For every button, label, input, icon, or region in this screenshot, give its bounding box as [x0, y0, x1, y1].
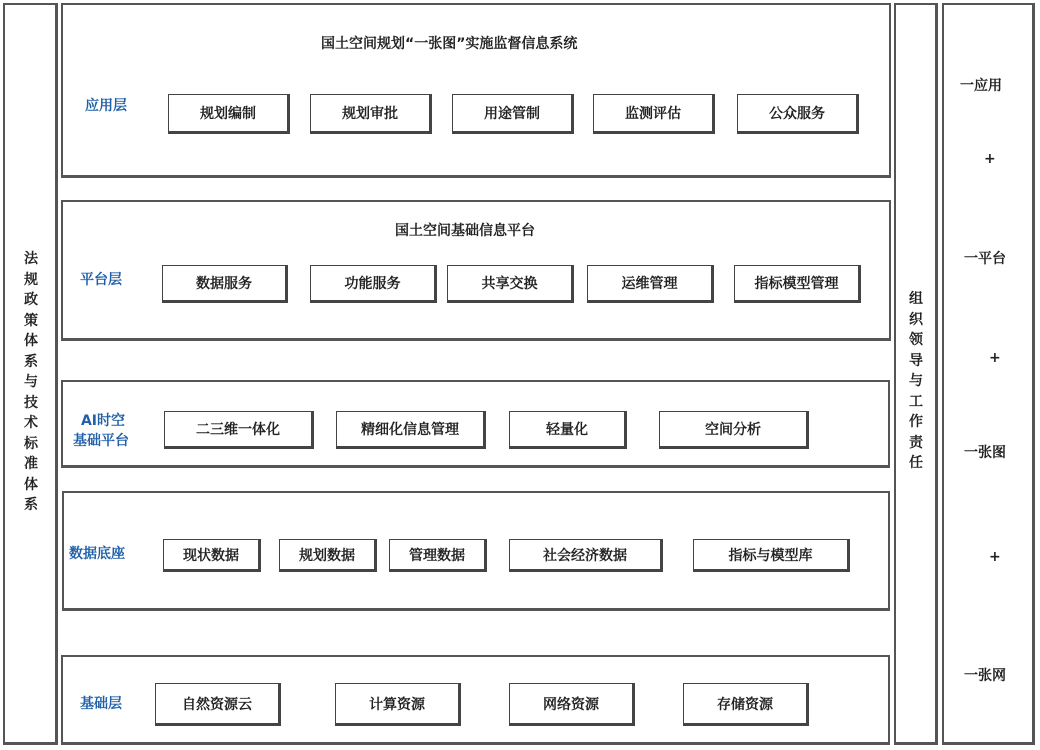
- box-network-resources: 网络资源: [509, 683, 635, 726]
- data-foundation-label: 数据底座: [69, 546, 125, 562]
- left-standards-label: 法规政策体系与技术标准体系: [24, 251, 38, 513]
- box-planning-approval: 规划审批: [310, 94, 432, 134]
- application-layer-label: 应用层: [85, 98, 127, 114]
- right-summary-panel: [942, 3, 1035, 745]
- box-computing-resources: 计算资源: [335, 683, 461, 726]
- ai-platform-label-line2: 基础平台: [73, 433, 129, 449]
- box-share-exchange: 共享交换: [447, 265, 574, 303]
- summary-platform: 一平台: [964, 251, 1006, 267]
- summary-plus: +: [989, 350, 1001, 366]
- summary-map: 一张图: [964, 445, 1006, 461]
- left-standards-panel: [3, 3, 58, 745]
- summary-plus: +: [989, 549, 1001, 565]
- box-2d-3d-integration: 二三维一体化: [164, 411, 314, 449]
- platform-layer-title: 国土空间基础信息平台: [395, 223, 535, 239]
- summary-plus: +: [984, 151, 996, 167]
- ai-platform-layer: [61, 380, 890, 468]
- box-data-service: 数据服务: [162, 265, 288, 303]
- box-indicator-model-library: 指标与模型库: [693, 539, 850, 572]
- box-socio-economic-data: 社会经济数据: [509, 539, 663, 572]
- box-lightweight: 轻量化: [509, 411, 627, 449]
- summary-application: 一应用: [960, 78, 1002, 94]
- platform-layer: [61, 200, 891, 341]
- box-planning-compilation: 规划编制: [168, 94, 290, 134]
- box-use-control: 用途管制: [452, 94, 574, 134]
- box-function-service: 功能服务: [310, 265, 437, 303]
- box-planning-data: 规划数据: [279, 539, 377, 572]
- box-public-service: 公众服务: [737, 94, 859, 134]
- base-layer-label: 基础层: [80, 696, 122, 712]
- box-natural-resource-cloud: 自然资源云: [155, 683, 281, 726]
- data-foundation-layer: [62, 491, 890, 611]
- box-monitoring-evaluation: 监测评估: [593, 94, 715, 134]
- summary-network: 一张网: [964, 668, 1006, 684]
- box-refined-information-management: 精细化信息管理: [336, 411, 486, 449]
- box-storage-resources: 存储资源: [683, 683, 809, 726]
- base-layer: [61, 655, 890, 745]
- box-indicator-model-management: 指标模型管理: [734, 265, 861, 303]
- application-layer-title: 国土空间规划“一张图”实施监督信息系统: [321, 36, 578, 52]
- middle-organization-panel: [894, 3, 938, 745]
- platform-layer-label: 平台层: [80, 272, 122, 288]
- middle-organization-label: 组织领导与工作责任: [909, 291, 923, 471]
- box-spatial-analysis: 空间分析: [659, 411, 809, 449]
- box-current-data: 现状数据: [163, 539, 261, 572]
- application-layer: [61, 3, 891, 178]
- ai-platform-label-line1: AI时空: [80, 413, 126, 429]
- box-operation-management: 运维管理: [587, 265, 714, 303]
- box-management-data: 管理数据: [389, 539, 487, 572]
